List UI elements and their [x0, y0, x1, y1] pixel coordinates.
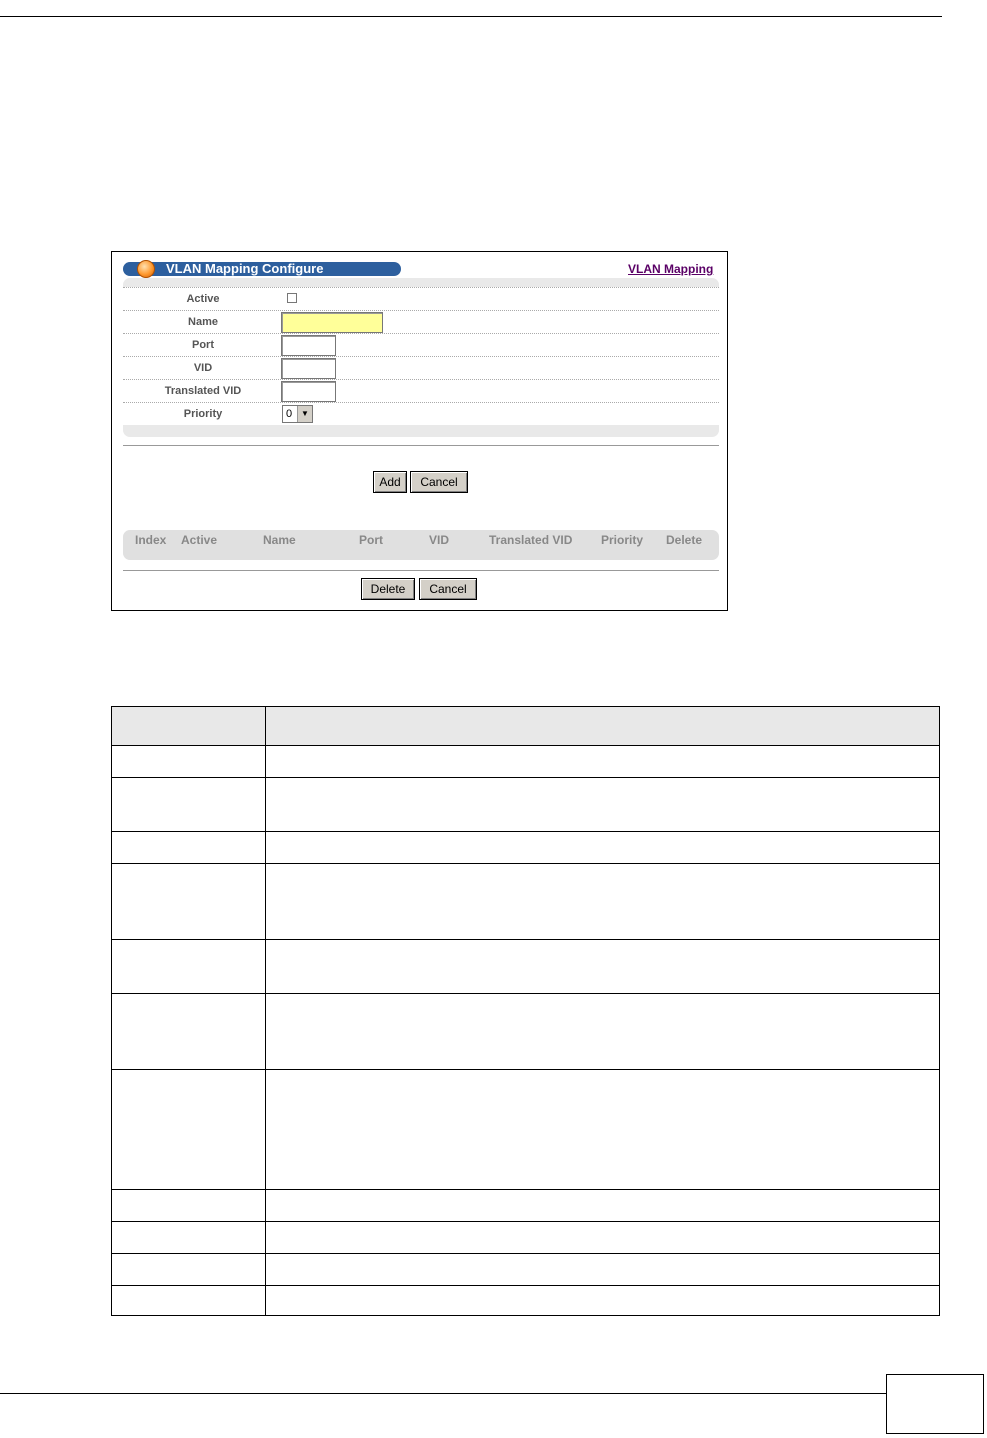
- vid-row: [123, 356, 719, 379]
- mapping-list-header: [123, 530, 719, 550]
- table-row: [112, 778, 940, 832]
- orb-icon: [137, 260, 155, 278]
- table-row: [112, 1254, 940, 1286]
- delete-button[interactable]: Delete: [361, 578, 415, 600]
- table-row: [112, 940, 940, 994]
- port-label: Port: [192, 339, 214, 351]
- column-priority: Priority: [601, 533, 644, 547]
- name-input[interactable]: [281, 312, 383, 333]
- add-button[interactable]: Add: [373, 471, 407, 493]
- vlan-mapping-configure-screenshot: [111, 251, 728, 611]
- translated-vid-input[interactable]: [281, 381, 336, 402]
- table-row: [112, 994, 940, 1070]
- vid-label: VID: [193, 362, 213, 374]
- list-divider: [123, 570, 719, 571]
- port-input[interactable]: [281, 335, 336, 356]
- page-number-box: [886, 1374, 984, 1434]
- column-delete: Delete: [666, 533, 703, 547]
- chevron-down-icon[interactable]: ▼: [297, 406, 312, 422]
- vid-input[interactable]: [281, 358, 336, 379]
- priority-value: 0: [286, 408, 293, 420]
- translated-vid-row: [123, 379, 719, 402]
- table-row: [112, 864, 940, 940]
- translated-vid-label: Translated VID: [164, 385, 242, 397]
- mapping-list-footer: [123, 550, 719, 560]
- config-form: [123, 278, 719, 437]
- priority-row: [123, 402, 719, 425]
- name-row: [123, 310, 719, 333]
- table-row: [112, 832, 940, 864]
- name-label: Name: [188, 316, 218, 328]
- priority-label: Priority: [183, 408, 223, 420]
- screen-title: VLAN Mapping Configure: [166, 261, 324, 276]
- table-row: [112, 1190, 940, 1222]
- table-header-cell: [266, 707, 940, 746]
- table-header-row: [112, 707, 940, 746]
- vlan-mapping-link[interactable]: VLAN Mapping: [628, 262, 714, 276]
- port-row: [123, 333, 719, 356]
- column-index: Index: [135, 533, 167, 547]
- header-rule: [0, 16, 942, 17]
- cancel-button-2[interactable]: Cancel: [419, 578, 477, 600]
- table-row: [112, 1222, 940, 1254]
- table-row: [112, 1070, 940, 1190]
- column-translated-vid: Translated VID: [489, 533, 573, 547]
- cancel-button[interactable]: Cancel: [410, 471, 468, 493]
- active-row: [123, 287, 719, 310]
- active-checkbox[interactable]: [287, 293, 297, 303]
- table-row: [112, 1286, 940, 1316]
- priority-select[interactable]: [282, 405, 313, 423]
- field-description-table: [111, 706, 940, 1316]
- column-name: Name: [263, 533, 296, 547]
- column-active: Active: [181, 533, 218, 547]
- footer-rule: [0, 1393, 886, 1394]
- column-port: Port: [359, 533, 383, 547]
- column-vid: VID: [429, 533, 450, 547]
- table-row: [112, 746, 940, 778]
- form-divider: [123, 445, 719, 446]
- table-header-cell: [112, 707, 266, 746]
- active-label: Active: [186, 293, 220, 305]
